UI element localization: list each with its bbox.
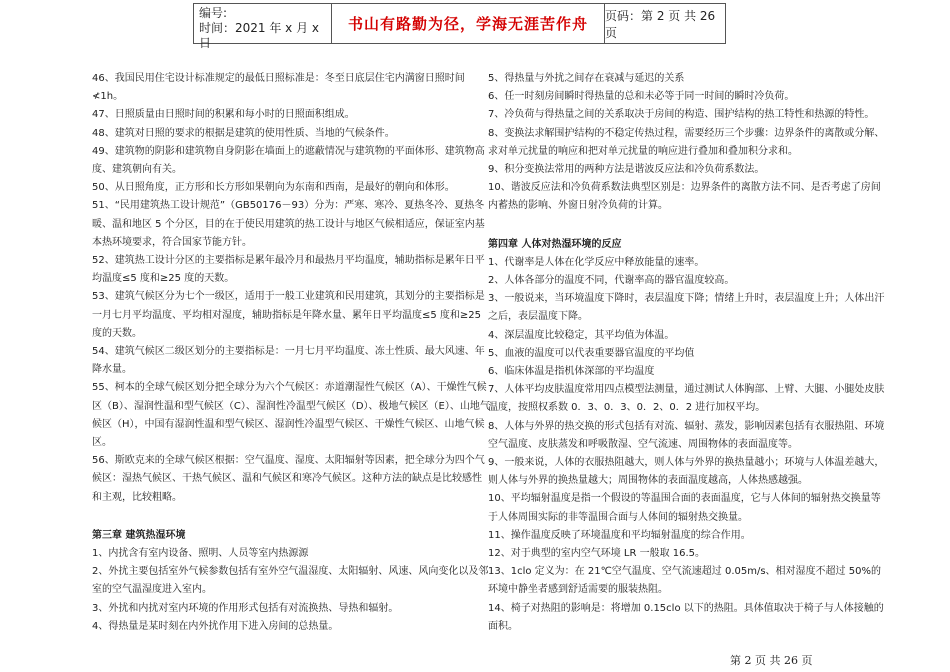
- paragraph: 49、建筑物的阴影和建筑物自身阴影在墙面上的遮蔽情况与建筑物的平面体形、建筑物高度、建筑朝向有关。: [92, 145, 485, 176]
- header-page-label: 页码：第 2 页 共 26 页: [605, 8, 716, 40]
- paragraph: 51、“民用建筑热工设计规范”（GB50176－93）分为：严寒、寒冷、夏热冬冷、夏热冬暖、温和地区 5 个分区，目的在于使民用建筑的热工设计与地区气候相适应，保证室内基本热环境要求，符合国家节能方针。: [92, 200, 485, 248]
- left-column: [92, 70, 490, 636]
- page-header: [193, 3, 726, 50]
- paragraph: 5、得热量与外扰之间存在衰减与延迟的关系: [488, 73, 685, 84]
- paragraph: 4、得热量是某时刻在内外扰作用下进入房间的总热量。: [92, 620, 339, 632]
- paragraph: 11、操作温度反映了环境温度和平均辐射温度的综合作用。: [488, 529, 751, 541]
- header-motto: 书山有路勤为径，学海无涯苦作舟: [332, 4, 605, 43]
- paragraph: 10、平均辐射温度是指一个假设的等温围合面的表面温度，它与人体间的辐射热交换量等于人体周围实际的非等温围合面与人体间的辐射热交换量。: [488, 493, 881, 523]
- number-label: 编号:: [199, 6, 228, 20]
- paragraph: 14、椅子对热阻的影响是：将增加 0.15clo 以下的热阻。具体值取决于椅子与人体接触的面积。: [488, 602, 884, 632]
- paragraph: 4、深层温度比较稳定，其平均值为体温。: [488, 329, 675, 341]
- time-label: 时间：2021 年 x 月 x 日: [199, 21, 320, 50]
- paragraph: 1、内扰含有室内设备、照明、人员等室内热源源: [92, 548, 309, 560]
- section-heading: 第四章 人体对热湿环境的反应: [488, 238, 622, 250]
- paragraph: 8、变换法求解围护结构的不稳定传热过程，需要经历三个步骤：边界条件的离散或分解、求对单元扰量的响应和把对单元扰量的响应进行叠加和叠加积分求和。: [488, 127, 885, 157]
- paragraph: 53、建筑气候区分为七个一级区，适用于一般工业建筑和民用建筑，其划分的主要指标是一月七月平均温度、平均相对湿度，辅助指标是年降水量、累年日平均温度≤5 度和≥25 度的天数。: [92, 291, 485, 339]
- paragraph: 56、斯欧克来的全球气候区根据：空气温度、湿度、太阳辐射等因素，把全球分为四个气候区：湿热气候区、干热气候区、温和气候区和寒冷气候区。这种方法的缺点是比较感性和主观，比较粗略。: [92, 455, 485, 503]
- paragraph: 2、人体各部分的温度不同，代谢率高的器官温度较高。: [488, 275, 735, 287]
- header-meta: [194, 4, 332, 50]
- paragraph: 48、建筑对日照的要求的根据是建筑的使用性质、当地的气候条件。: [92, 127, 395, 139]
- paragraph: 46、我国民用住宅设计标准规定的最低日照标准是：冬至日底层住宅内满窗日照时间≮1h。: [92, 73, 465, 103]
- paragraph: 9、积分变换法常用的两种方法是谐波反应法和冷负荷系数法。: [488, 164, 765, 176]
- page-footer: 第 2 页 共 26 页: [730, 654, 813, 667]
- paragraph: 9、一般来说，人体的衣服热阻越大，则人体与外界的换热量越小；环境与人体温差越大，则人体与外界的换热量越大；周围物体的表面温度越高，人体热感越强。: [488, 457, 885, 487]
- paragraph: 8、人体与外界的热交换的形式包括有对流、辐射、蒸发，影响因素包括有衣服热阻、环境空气温度、皮肤蒸发和呼吸散湿、空气流速、周围物体的表面温度等。: [488, 420, 885, 450]
- paragraph: 13、1clo 定义为：在 21℃空气温度、空气流速超过 0.05m/s、相对湿度不超过 50%的环境中静坐者感到舒适需要的服装热阻。: [488, 566, 881, 596]
- paragraph: 12、对于典型的室内空气环境 LR 一般取 16.5。: [488, 548, 706, 560]
- paragraph: 3、外扰和内扰对室内环境的作用形式包括有对流换热、导热和辐射。: [92, 602, 399, 614]
- paragraph: 3、一般说来，当环境温度下降时，表层温度下降；情绪上升时，表层温度上升；人体出汗之后，表层温度下降。: [488, 293, 885, 323]
- section-heading: 第三章 建筑热湿环境: [92, 529, 186, 541]
- paragraph: 6、任一时刻房间瞬时得热量的总和未必等于同一时间的瞬时冷负荷。: [488, 91, 795, 103]
- paragraph: 6、临床体温是指机体深部的平均温度: [488, 366, 655, 378]
- paragraph: 47、日照质量由日照时间的积累和每小时的日照面积组成。: [92, 109, 355, 121]
- paragraph: 2、外扰主要包括室外气候参数包括有室外空气温湿度、太阳辐射、风速、风向变化以及邻室的空气温湿度进入室内。: [92, 566, 489, 596]
- paragraph: 10、谐波反应法和冷负荷系数法典型区别是：边界条件的离散方法不同、是否考虑了房间内蓄热的影响、外窗日射冷负荷的计算。: [488, 182, 881, 212]
- paragraph: 55、柯本的全球气候区划分把全球分为六个气候区：赤道潮湿性气候区（A）、干燥性气候区（B）、湿润性温和型气候区（C）、湿润性冷温型气候区（D）、极地气候区（E）、山地气候区（H），中国有湿润性温和型气候区、湿润性冷温型气候区、干燥性气候区、山地气候区。: [92, 382, 490, 449]
- paragraph: 54、建筑气候区二级区划分的主要指标是：一月七月平均温度、冻土性质、最大风速、年降水量。: [92, 346, 485, 376]
- paragraph: 5、血液的温度可以代表重要器官温度的平均值: [488, 347, 695, 359]
- paragraph: 7、人体平均皮肤温度常用四点模型法测量，通过测试人体胸部、上臂、大腿、小腿处皮肤温度，按照权系数 0．3、0．3、0．2、0．2 进行加权平均。: [488, 384, 885, 414]
- paragraph: 1、代谢率是人体在化学反应中释放能量的速率。: [488, 256, 705, 268]
- paragraph: 52、建筑热工设计分区的主要指标是累年最冷月和最热月平均温度，辅助指标是累年日平均温度≤5 度和≥25 度的天数。: [92, 255, 485, 285]
- right-column: [488, 70, 888, 636]
- paragraph: 50、从日照角度，正方形和长方形如果朝向为东南和西南，是最好的朝向和体形。: [92, 182, 455, 194]
- paragraph: 7、冷负荷与得热量之间的关系取决于房间的构造、围护结构的热工特性和热源的特性。: [488, 109, 875, 121]
